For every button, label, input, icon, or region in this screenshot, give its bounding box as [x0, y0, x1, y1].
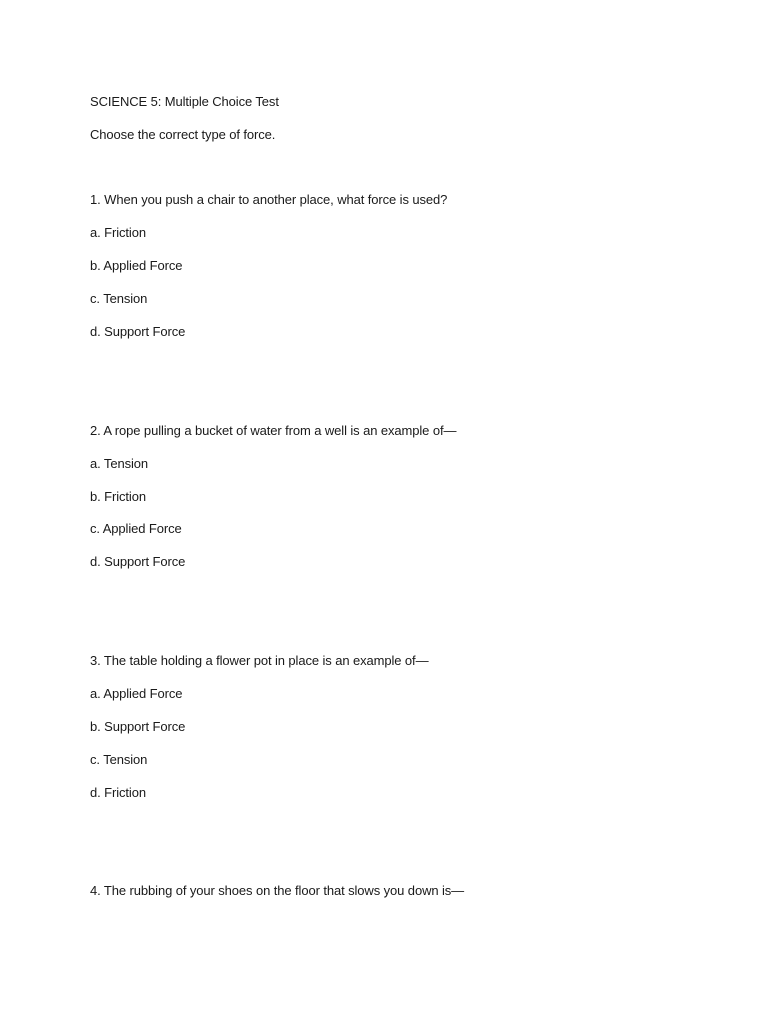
question-2-choice-c: c. Applied Force	[90, 521, 182, 536]
question-2-choice-a: a. Tension	[90, 456, 149, 471]
question-3-choice-b: b. Support Force	[90, 719, 186, 734]
question-1-choice-c: c. Tension	[90, 291, 148, 306]
question-3-choice-c: c. Tension	[90, 752, 148, 767]
question-1-choice-d: d. Support Force	[90, 324, 186, 339]
question-4: 4. The rubbing of your shoes on the floor that slows you down is—	[90, 883, 465, 898]
question-1-choice-a: a. Friction	[90, 225, 146, 240]
instructions: Choose the correct type of force.	[90, 127, 276, 142]
question-1-choice-b: b. Applied Force	[90, 258, 183, 273]
question-3-choice-a: a. Applied Force	[90, 686, 183, 701]
question-3: 3. The table holding a flower pot in place is an example of—	[90, 653, 429, 668]
question-1: 1. When you push a chair to another place, what force is used?	[90, 192, 448, 207]
question-2: 2. A rope pulling a bucket of water from a well is an example of—	[90, 423, 457, 438]
page-title: SCIENCE 5: Multiple Choice Test	[90, 94, 279, 109]
question-2-choice-d: d. Support Force	[90, 554, 186, 569]
question-2-choice-b: b. Friction	[90, 489, 146, 504]
question-3-choice-d: d. Friction	[90, 785, 146, 800]
